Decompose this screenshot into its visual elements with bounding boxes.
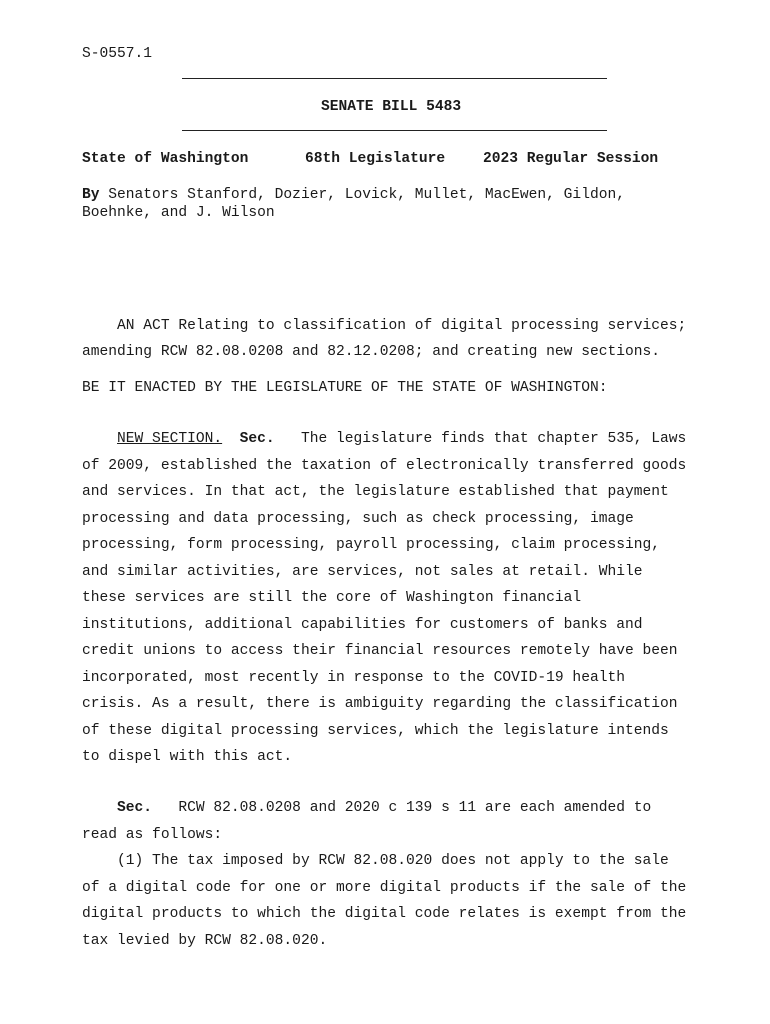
section-2-first-line (82, 800, 651, 816)
enacting-clause: BE IT ENACTED BY THE LEGISLATURE OF THE STATE OF WASHINGTON: (82, 380, 608, 396)
act-line-2: amending RCW 82.08.0208 and 82.12.0208; and creating new sections. (82, 344, 661, 360)
subsection-1-line: (1) The tax imposed by RCW 82.08.020 does not apply to the sale (82, 853, 669, 869)
header-state: State of Washington (82, 151, 249, 167)
subsection-1-line: tax levied by RCW 82.08.020. (82, 932, 328, 949)
document-id: S-0557.1 (82, 46, 153, 62)
section-1-line: crisis. As a result, there is ambiguity regarding the classification (82, 696, 678, 712)
section-1-line: credit unions to access their financial resources remotely have been (82, 643, 678, 659)
section-1-line: processing, form processing, payroll processing, claim processing, (82, 537, 661, 553)
section-1-first-text: The legislature finds that chapter 535, Laws (274, 431, 687, 447)
sponsors-line-1 (82, 187, 625, 203)
section-1-line: to dispel with this act. (82, 749, 293, 765)
subsection-1-line: digital products to which the digital code relates is exempt from the (82, 906, 687, 922)
bill-title: SENATE BILL 5483 (321, 99, 462, 115)
sponsors-by-label: By (82, 187, 100, 203)
section-1-line: of these digital processing services, which the legislature intends (82, 722, 669, 739)
title-rule-bottom (182, 130, 607, 131)
subsection-1-line: of a digital code for one or more digital products if the sale of the (82, 879, 687, 896)
section-1-line: institutions, additional capabilities for customers of banks and (82, 616, 643, 633)
title-rule-top (182, 78, 607, 79)
section-1-line: these services are still the core of Washington financial (82, 590, 582, 606)
section-2-first-text: RCW 82.08.0208 and 2020 c 139 s 11 are each amended to (152, 800, 652, 816)
section-1-line: incorporated, most recently in response to the COVID-19 health (82, 669, 625, 686)
section-1-line: and similar activities, are services, not sales at retail. While (82, 563, 643, 580)
section-2-sec-label: Sec. (117, 800, 153, 816)
section-1-sec-label: Sec. (239, 431, 275, 447)
section-1-line: processing and data processing, such as check processing, image (82, 510, 634, 527)
act-line-1: AN ACT Relating to classification of digital processing services; (82, 318, 687, 334)
header-session: 2023 Regular Session (483, 151, 659, 167)
sponsors-line-2: Boehnke, and J. Wilson (82, 205, 275, 221)
section-1-line: of 2009, established the taxation of electronically transferred goods (82, 457, 687, 474)
section-1-line: and services. In that act, the legislature established that payment (82, 484, 669, 500)
section-2-line-2: read as follows: (82, 826, 223, 843)
new-section-label: NEW SECTION. (117, 431, 223, 447)
header-legislature: 68th Legislature (305, 151, 446, 167)
sponsors-names-1: Senators Stanford, Dozier, Lovick, Mullet, MacEwen, Gildon, (99, 187, 625, 203)
section-1-first-line (82, 431, 686, 447)
